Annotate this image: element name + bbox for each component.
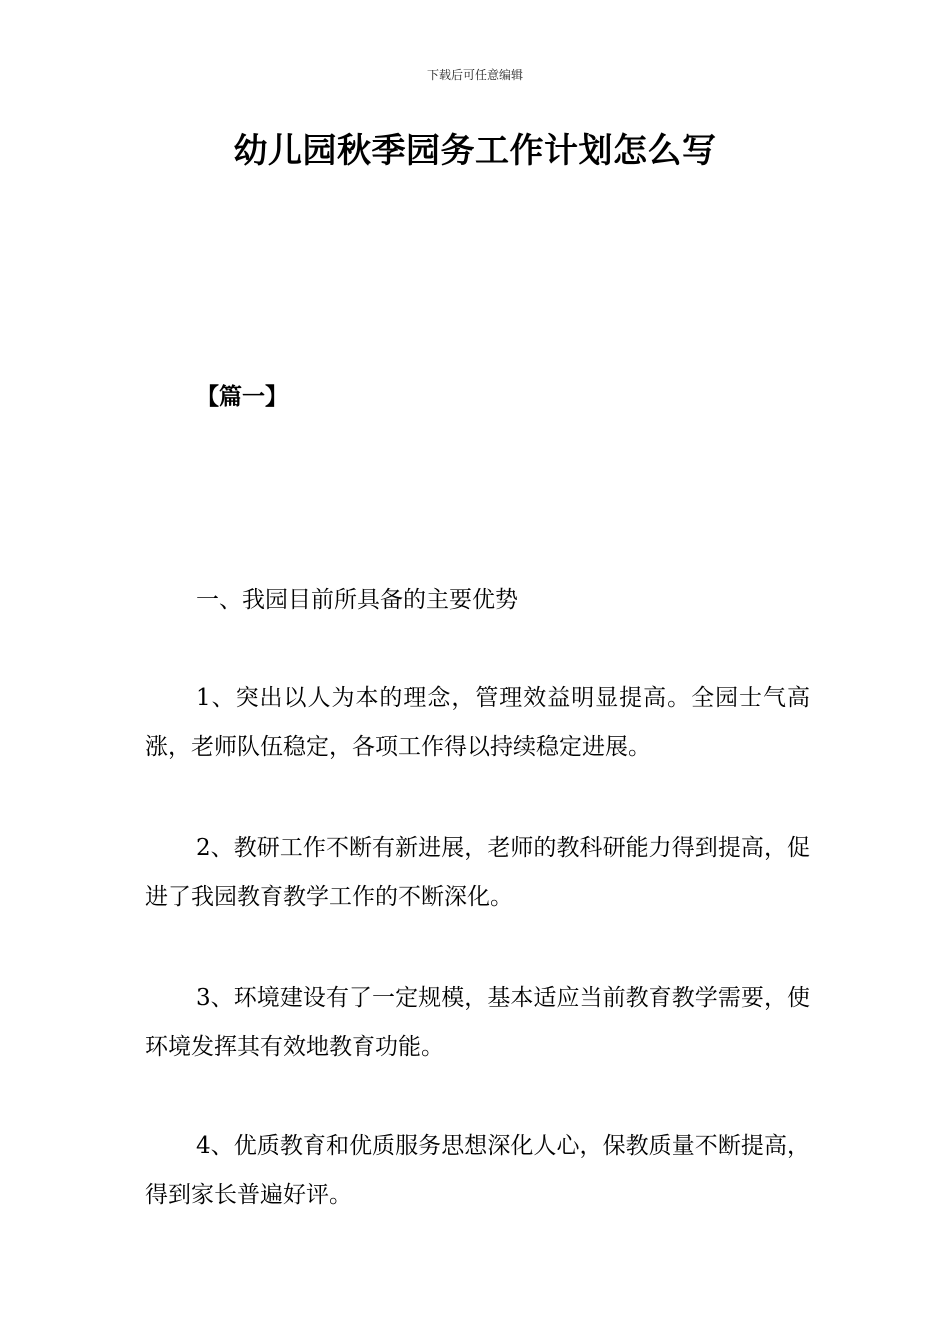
paragraph-1: 1、突出以人为本的理念，管理效益明显提高。全园士气高涨，老师队伍稳定，各项工作得以持续稳定进展。: [145, 685, 810, 760]
section-heading: 一、我园目前所具备的主要优势: [196, 587, 518, 613]
document-title: 幼儿园秋季园务工作计划怎么写: [233, 131, 717, 171]
paragraph-2: 2、教研工作不断有新进展，老师的教科研能力得到提高，促进了我园教育教学工作的不断深化。: [145, 835, 810, 910]
paragraph-3: 3、环境建设有了一定规模，基本适应当前教育教学需要，使环境发挥其有效地教育功能。: [145, 985, 810, 1060]
section-tag: 【篇一】: [196, 384, 288, 410]
header-note: 下载后可任意编辑: [426, 68, 523, 82]
paragraph-4: 4、优质教育和优质服务思想深化人心，保教质量不断提高，得到家长普遍好评。: [145, 1133, 810, 1208]
